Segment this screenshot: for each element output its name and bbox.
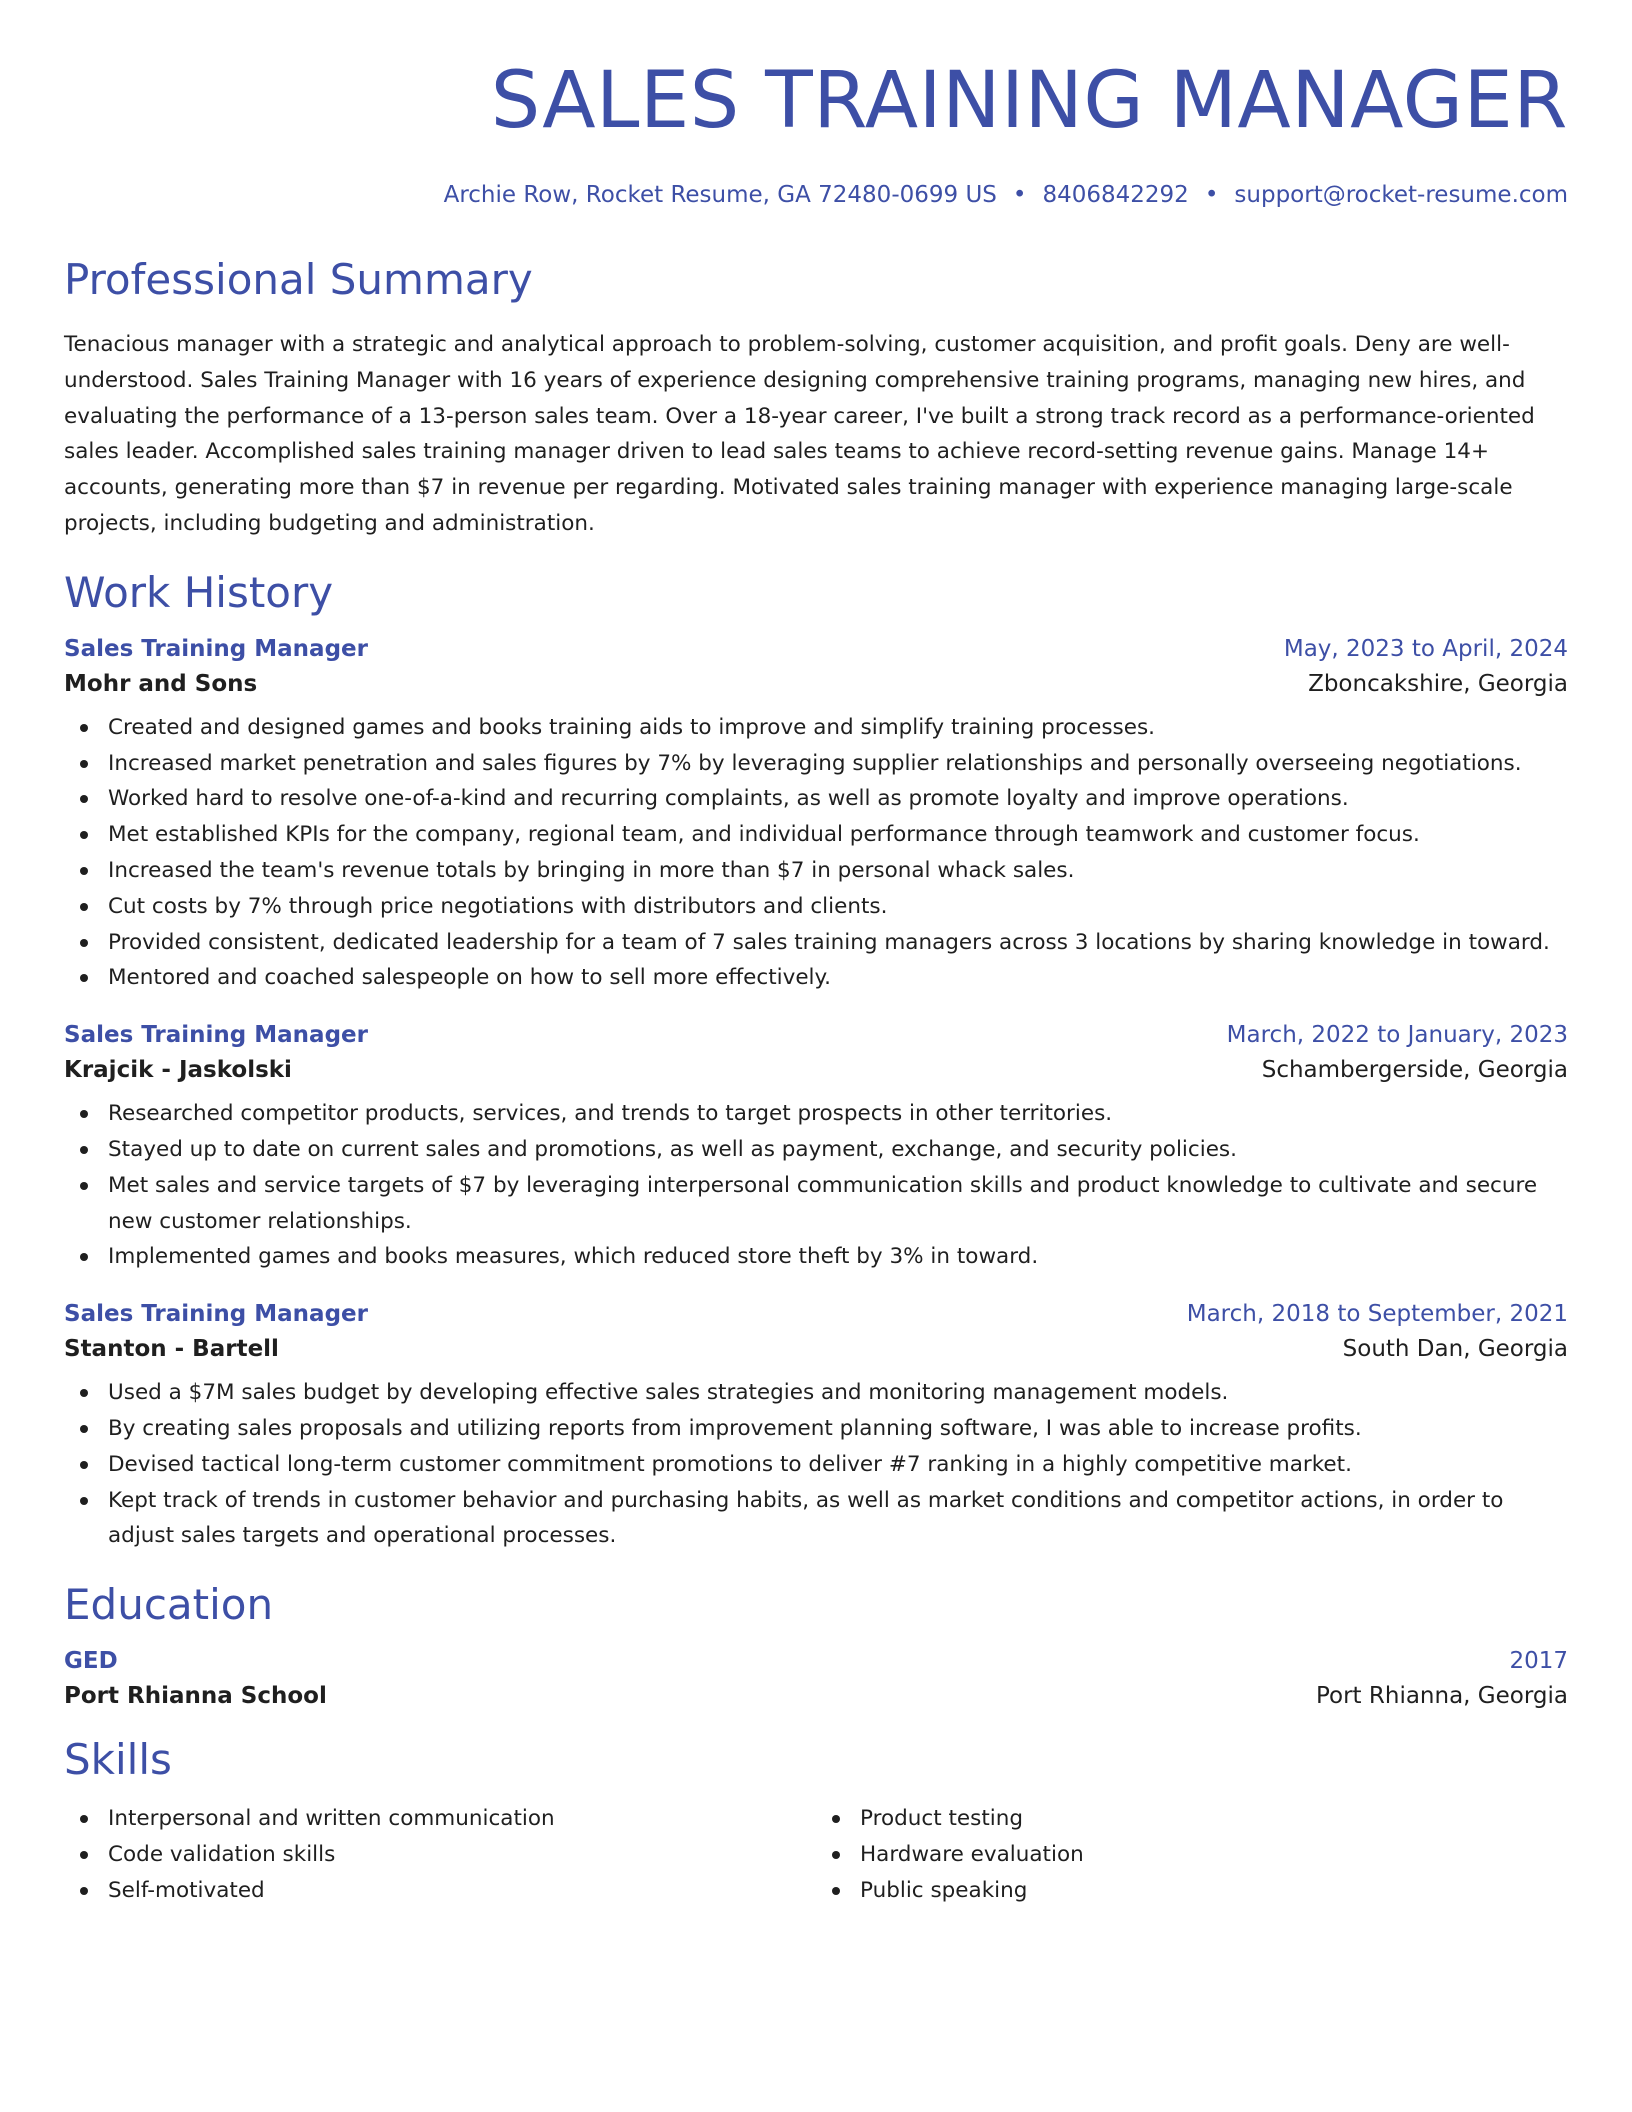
job-dates: March, 2018 to September, 2021 [1186,1301,1568,1328]
job-bullet-text: Kept track of trends in customer behavior and purchasing habits, as well as market conditions and competitor actions, in order to adjust sales targets and operational processes. [108,1487,1504,1549]
education-degree: GED [64,1648,118,1675]
job-title: Sales Training Manager [64,1301,368,1328]
contact-address: Archie Row, Rocket Resume, GA 72480-0699 US [443,182,997,208]
job-bullet-text: Worked hard to resolve one-of-a-kind and recurring complaints, as well as promote loyalty and improve operations. [108,786,1349,812]
job-bullet [64,817,1568,853]
bullet-dot [80,1253,88,1261]
job-bullets [64,710,1568,996]
summary-text: Tenacious manager with a strategic and analytical approach to problem-solving, customer acquisition, and profit goals. Deny are well-understood. Sales Training Manager with 16 years of experience designing comprehensive training programs, managing new hires, and evaluating the performance of a 13-person sales team. Over a 18-year career, I've built a strong track record as a performance-oriented sales leader. Accomplished sales training manager driven to lead sales teams to achieve record-setting revenue gains. Manage 14+ accounts, generating more than $7 in revenue per regarding. Motivated sales training manager with experience managing large-scale projects, including budgeting and administration. [64,332,1535,536]
job-bullet [64,925,1568,961]
bullet-dot [80,867,88,875]
job-dates: March, 2022 to January, 2023 [1226,1022,1568,1049]
job-bullet [64,853,1568,889]
skill-text: Public speaking [860,1877,1028,1903]
skill-item [816,1873,1568,1909]
bullet-dot [80,939,88,947]
bullet-dot [80,760,88,768]
skill-item [816,1801,1568,1837]
job-title: Sales Training Manager [64,1022,368,1049]
education-header-row [64,1648,1568,1674]
skill-item [64,1801,816,1837]
job-bullet [64,781,1568,817]
contact-separator: • [1204,182,1219,208]
job-title: Sales Training Manager [64,635,368,662]
job-header-row [64,636,1568,662]
skill-text: Hardware evaluation [860,1841,1084,1867]
candidate-title: SALES TRAINING MANAGER [490,56,1568,146]
job-bullet [64,1483,1568,1555]
skills-list-left [64,1801,816,1908]
job-bullet-text: Increased the team's revenue totals by bringing in more than $7 in personal whack sales. [108,857,1075,883]
education-location: Port Rhianna, Georgia [1315,1683,1568,1710]
contact-line [64,184,1568,207]
education-heading: Education [64,1580,274,1630]
skill-text: Interpersonal and written communication [108,1806,555,1832]
bullet-dot [80,1182,88,1190]
education-year: 2017 [1509,1648,1568,1675]
job-entry [64,636,1568,996]
education-school: Port Rhianna School [64,1683,327,1710]
job-bullet [64,889,1568,925]
bullet-dot [80,1887,88,1895]
job-dates: May, 2023 to April, 2024 [1283,635,1568,662]
bullet-dot [832,1887,840,1895]
bullet-dot [80,1815,88,1823]
skills-columns [64,1801,1568,1908]
job-bullet-text: Implemented games and books measures, which reduced store theft by 3% in toward. [108,1244,1039,1270]
job-bullets [64,1096,1568,1275]
job-company-row [64,671,1568,697]
job-bullet [64,1411,1568,1447]
job-bullet [64,1096,1568,1132]
job-entry [64,1301,1568,1554]
skills-heading: Skills [64,1735,172,1785]
skill-text: Self-motivated [108,1877,265,1903]
bullet-dot [80,903,88,911]
education-entry [64,1648,1568,1709]
job-company-row [64,1336,1568,1362]
job-bullet-text: Provided consistent, dedicated leadership for a team of 7 sales training managers across 3 locations by sharing knowledge in toward. [108,929,1550,955]
bullet-dot [80,974,88,982]
job-bullet-text: Met established KPIs for the company, regional team, and individual performance through teamwork and customer focus. [108,822,1420,848]
skills-list-right [816,1801,1568,1908]
bullet-dot [80,1461,88,1469]
job-bullet-text: Met sales and service targets of $7 by leveraging interpersonal communication skills and product knowledge to cultivate and secure new customer relationships. [108,1172,1538,1234]
job-bullet [64,1132,1568,1168]
job-company-row [64,1057,1568,1083]
job-bullet [64,1168,1568,1240]
contact-separator: • [1012,182,1027,208]
job-bullet-text: By creating sales proposals and utilizing reports from improvement planning software, I was able to increase profits. [108,1415,1362,1441]
job-bullet [64,710,1568,746]
job-bullet-text: Created and designed games and books training aids to improve and simplify training processes. [108,714,1155,740]
bullet-dot [80,1389,88,1397]
job-header-row [64,1301,1568,1327]
job-location: South Dan, Georgia [1342,1336,1568,1363]
bullet-dot [80,1110,88,1118]
bullet-dot [832,1815,840,1823]
bullet-dot [80,724,88,732]
job-bullet-text: Mentored and coached salespeople on how to sell more effectively. [108,965,832,991]
bullet-dot [80,1497,88,1505]
contact-phone[interactable]: 8406842292 [1042,182,1189,208]
job-bullet-text: Stayed up to date on current sales and promotions, as well as payment, exchange, and security policies. [108,1136,1237,1162]
job-bullet [64,960,1568,996]
job-company: Krajcik - Jaskolski [64,1057,292,1084]
bullet-dot [80,1146,88,1154]
bullet-dot [80,1851,88,1859]
skill-item [64,1837,816,1873]
education-school-row [64,1683,1568,1709]
bullet-dot [80,1425,88,1433]
job-location: Zboncakshire, Georgia [1308,670,1568,697]
contact-email[interactable]: support@rocket-resume.com [1234,182,1568,208]
summary-heading: Professional Summary [64,255,533,304]
bullet-dot [80,795,88,803]
skill-item [64,1873,816,1909]
job-location: Schambergerside, Georgia [1261,1057,1568,1084]
job-bullet-text: Used a $7M sales budget by developing effective sales strategies and monitoring management models. [108,1380,1229,1406]
skill-text: Product testing [860,1806,1024,1832]
job-bullet [64,746,1568,782]
work-history-heading: Work History [64,567,334,617]
skill-text: Code validation skills [108,1841,336,1867]
job-bullet-text: Devised tactical long-term customer commitment promotions to deliver #7 ranking in a highly competitive market. [108,1451,1352,1477]
job-bullet [64,1239,1568,1275]
job-bullet-text: Cut costs by 7% through price negotiations with distributors and clients. [108,893,888,919]
job-company: Mohr and Sons [64,670,258,697]
job-bullet-text: Increased market penetration and sales figures by 7% by leveraging supplier relationships and personally overseeing negotiations. [108,750,1522,776]
bullet-dot [832,1851,840,1859]
job-bullet [64,1375,1568,1411]
job-header-row [64,1022,1568,1048]
bullet-dot [80,831,88,839]
job-bullet [64,1447,1568,1483]
job-company: Stanton - Bartell [64,1336,279,1363]
skill-item [816,1837,1568,1873]
job-bullet-text: Researched competitor products, services, and trends to target prospects in other territories. [108,1101,1113,1127]
job-bullets [64,1375,1568,1554]
job-entry [64,1022,1568,1275]
